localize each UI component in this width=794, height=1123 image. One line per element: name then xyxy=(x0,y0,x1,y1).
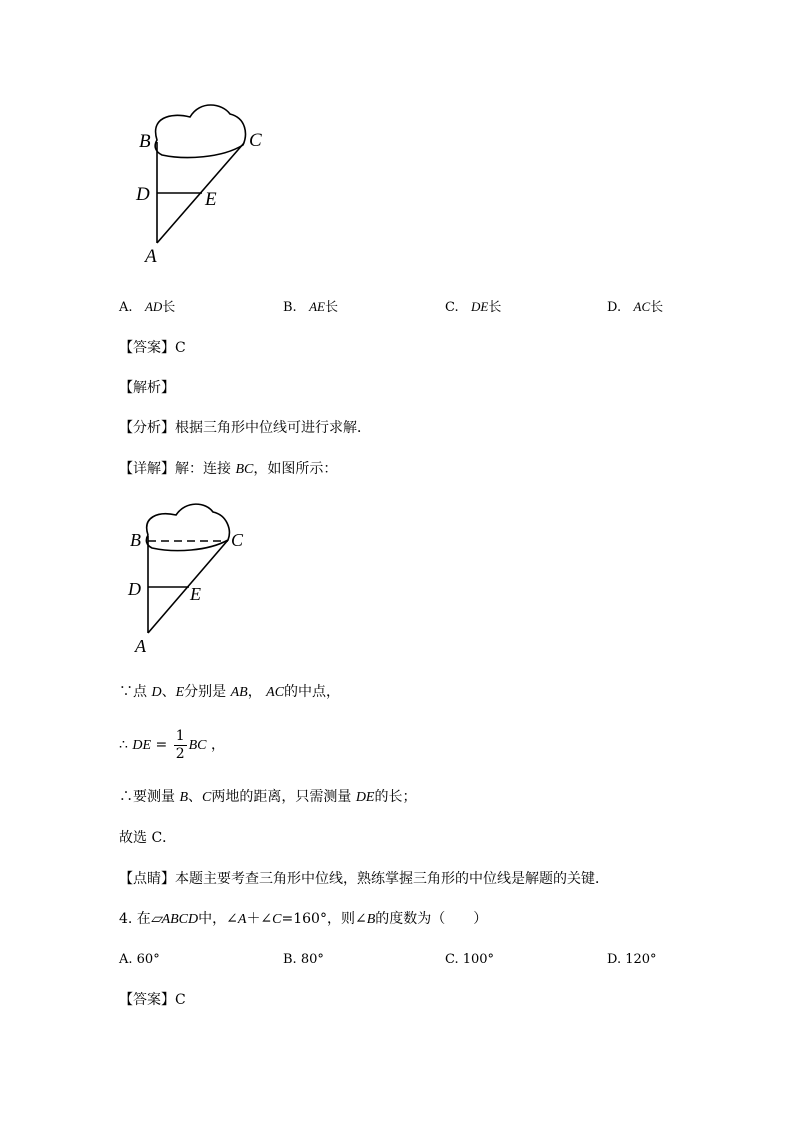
figure-2-label-c: C xyxy=(231,530,244,550)
segment-bc: BC xyxy=(188,738,207,753)
segment-de: DE xyxy=(355,790,375,805)
q3-option-c[interactable] xyxy=(445,297,501,318)
text: 两地的距离，只需测量 xyxy=(211,789,352,805)
question-4 xyxy=(119,909,487,930)
segment-bc: BC xyxy=(235,462,254,477)
step-2 xyxy=(119,723,225,768)
figure-2-label-e: E xyxy=(190,584,201,604)
figure-1-label-c: C xyxy=(249,130,262,151)
numerator: 1 xyxy=(175,727,185,744)
step-1 xyxy=(119,682,340,703)
segment-de: DE xyxy=(132,738,152,753)
fenxi-line xyxy=(119,418,371,438)
step-3 xyxy=(119,787,416,808)
xiangjie-text-end: ，如图所示： xyxy=(253,461,338,477)
xiangjie-tag: 【详解】 xyxy=(119,461,175,477)
dianjing-line xyxy=(119,869,609,889)
option-suffix: 长 xyxy=(162,300,176,315)
point-e: E xyxy=(175,685,185,700)
question-number: 4. 在 xyxy=(119,911,151,927)
text: 的中点， xyxy=(284,684,341,700)
figure-1-label-a: A xyxy=(145,246,157,267)
figure-1-label-d: D xyxy=(136,184,150,205)
parallelogram-name: ▱ABCD xyxy=(150,912,199,927)
text: 的长； xyxy=(374,789,417,805)
option-text: DE xyxy=(471,299,489,314)
q4-answer xyxy=(119,990,186,1010)
therefore-symbol: ∴ xyxy=(119,737,128,753)
step-4: 故选 C． xyxy=(119,830,177,846)
point-c: C xyxy=(202,790,212,805)
angle-a: A xyxy=(237,912,247,927)
q4-option-a[interactable]: A. 60° xyxy=(119,952,160,967)
answer-tag: 【答案】 xyxy=(119,992,175,1008)
option-letter: A. xyxy=(119,300,133,315)
angle-b: B xyxy=(366,912,376,927)
figure-2-cloud xyxy=(146,504,229,550)
point-d: D xyxy=(151,685,162,700)
text: 中，∠ xyxy=(198,911,238,927)
xiangjie-line xyxy=(119,459,337,480)
text: ∵点 xyxy=(119,684,147,700)
option-suffix: 长 xyxy=(650,300,664,315)
option-suffix: 长 xyxy=(488,300,502,315)
equals-sign: = xyxy=(155,737,168,753)
q4-option-c[interactable]: C. 100° xyxy=(445,952,495,967)
figure-1-label-b: B xyxy=(139,131,151,152)
text: ∴要测量 xyxy=(119,789,175,805)
text: 的度数为（ ） xyxy=(375,911,488,927)
answer-value: C xyxy=(175,340,186,356)
point-b: B xyxy=(179,790,189,805)
text: ＋∠ xyxy=(246,911,273,927)
option-letter: D. xyxy=(607,300,622,315)
segment-ac: AC xyxy=(266,685,285,700)
text: 、 xyxy=(188,789,203,805)
option-letter: B. xyxy=(283,300,297,315)
text: =160°，则∠ xyxy=(281,911,367,927)
option-suffix: 长 xyxy=(324,300,338,315)
option-text: AE xyxy=(309,299,325,314)
angle-c: C xyxy=(272,912,282,927)
fenxi-tag: 【分析】 xyxy=(119,420,175,436)
figure-2-label-a: A xyxy=(135,636,146,656)
option-text: AD xyxy=(144,299,163,314)
q3-option-d[interactable] xyxy=(607,297,663,318)
dianjing-tag: 【点睛】 xyxy=(119,871,175,887)
q4-option-d[interactable]: D. 120° xyxy=(607,952,657,967)
figure-1-cloud xyxy=(155,105,245,158)
dianjing-text: 本题主要考查三角形中位线，熟练掌握三角形的中位线是解题的关键． xyxy=(175,871,609,887)
q3-option-b[interactable] xyxy=(283,297,338,318)
q3-answer xyxy=(119,338,186,358)
text: ， xyxy=(210,737,225,753)
option-letter: C. xyxy=(445,300,459,315)
denominator: 2 xyxy=(175,745,185,762)
q3-option-a[interactable] xyxy=(119,297,175,318)
answer-value: C xyxy=(175,992,186,1008)
text: 分别是 xyxy=(184,684,227,700)
xiangjie-text: 解：连接 xyxy=(175,461,231,477)
q4-option-b[interactable]: B. 80° xyxy=(283,952,324,967)
figure-2-label-d: D xyxy=(128,579,141,599)
text: 、 xyxy=(161,684,176,700)
option-text: AC xyxy=(633,299,651,314)
figure-1-label-e: E xyxy=(205,189,217,210)
fraction-one-half xyxy=(174,728,187,763)
text: ， xyxy=(247,684,262,700)
segment-ab: AB xyxy=(230,685,248,700)
answer-tag: 【答案】 xyxy=(119,340,175,356)
figure-2-label-b: B xyxy=(130,530,141,550)
fenxi-text: 根据三角形中位线可进行求解． xyxy=(175,420,371,436)
analysis-heading: 【解析】 xyxy=(119,380,175,396)
